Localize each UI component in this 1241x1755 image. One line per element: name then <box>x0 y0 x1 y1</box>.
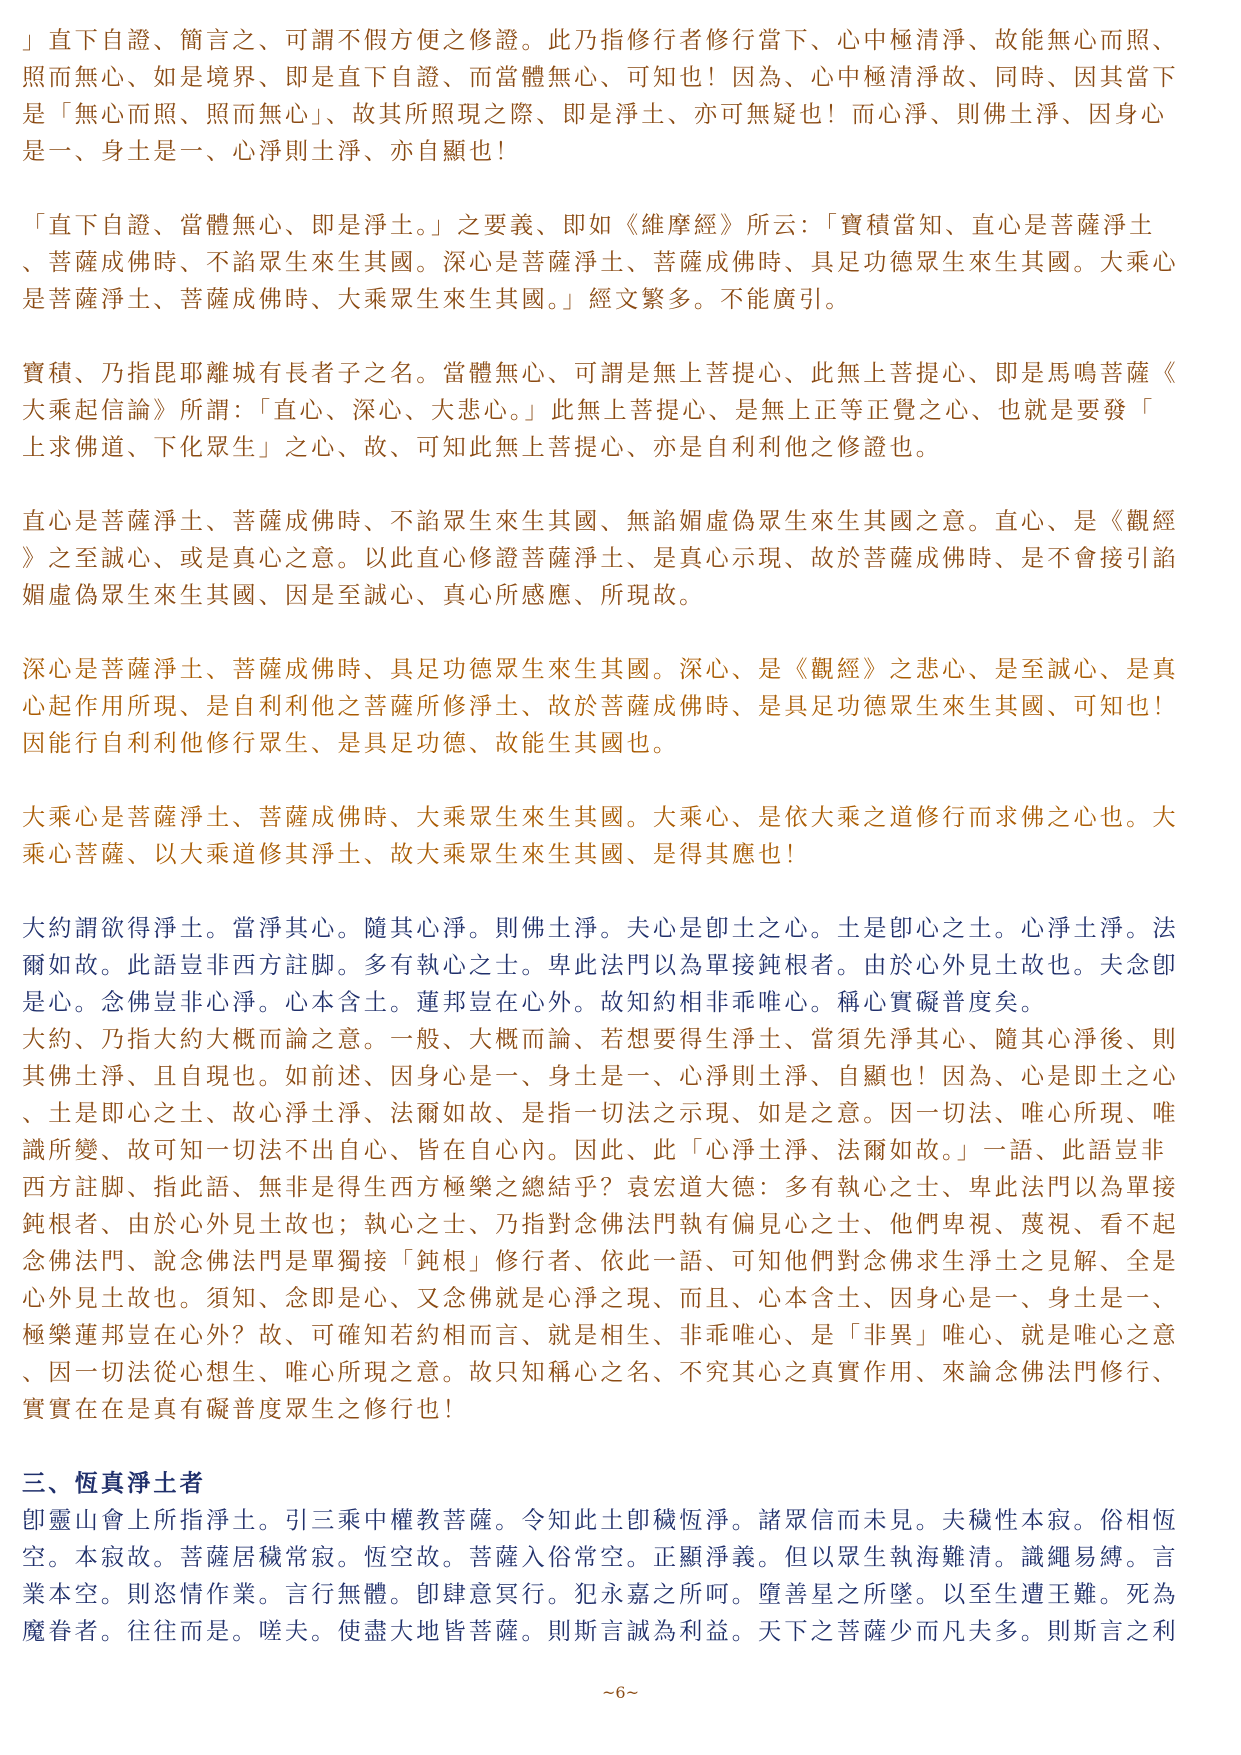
paragraph-gap <box>22 873 1222 910</box>
page-number: ~6~ <box>602 1683 639 1702</box>
text-line: 》之至誠心、或是真心之意。以此直心修證菩薩淨土、是真心示現、故於菩薩成佛時、是不會接引諂 <box>22 545 1179 572</box>
text-line: 是心。念佛豈非心淨。心本含土。蓮邦豈在心外。故知約相非乖唯心。稱心實礙普度矣。 <box>22 989 1048 1016</box>
text-line: 大約、乃指大約大概而論之意。一般、大概而論、若想要得生淨土、當須先淨其心、隨其心淨後、則 <box>22 1026 1179 1053</box>
paragraph-8 <box>22 1021 1222 1428</box>
paragraph-7-quote <box>22 910 1222 1021</box>
document-page <box>22 22 1222 1650</box>
text-line: 照而無心、如是境界、即是直下自證、而當體無心、可知也！因為、心中極清淨故、同時、因其當下 <box>22 64 1179 91</box>
paragraph-gap <box>22 466 1222 503</box>
text-line: 直心是菩薩淨土、菩薩成佛時、不諂眾生來生其國、無諂媚虛偽眾生來生其國之意。直心、是《觀經 <box>22 508 1179 535</box>
section-heading: 三、恆真淨土者 <box>22 1470 207 1497</box>
text-line: 上求佛道、下化眾生」之心、故、可知此無上菩提心、亦是自利利他之修證也。 <box>22 434 943 461</box>
paragraph-9-quote <box>22 1502 1222 1650</box>
text-line: 、菩薩成佛時、不諂眾生來生其國。深心是菩薩淨土、菩薩成佛時、具足功德眾生來生其國。大乘心 <box>22 249 1179 276</box>
text-line: 極樂蓮邦豈在心外？故、可確知若約相而言、就是相生、非乖唯心、是「非異」唯心、就是唯心之意 <box>22 1322 1179 1349</box>
text-line: 「直下自證、當體無心、即是淨土。」之要義、即如《維摩經》所云：「寶積當知、直心是菩薩淨土 <box>22 212 1156 239</box>
text-line: 、土是即心之土、故心淨土淨、法爾如故、是指一切法之示現、如是之意。因一切法、唯心所現、唯 <box>22 1100 1179 1127</box>
paragraph-gap <box>22 1428 1222 1465</box>
text-line: 是「無心而照、照而無心」、故其所照現之際、即是淨土、亦可無疑也！而心淨、則佛土淨、因身心 <box>22 101 1168 128</box>
text-line: 鈍根者、由於心外見土故也；執心之士、乃指對念佛法門執有偏見心之士、他們卑視、蔑視、看不起 <box>22 1211 1179 1238</box>
text-line: 」直下自證、簡言之、可謂不假方便之修證。此乃指修行者修行當下、心中極清淨、故能無心而照、 <box>22 27 1179 54</box>
text-line: 深心是菩薩淨土、菩薩成佛時、具足功德眾生來生其國。深心、是《觀經》之悲心、是至誠心、是真 <box>22 656 1179 683</box>
text-line: 西方註脚、指此語、無非是得生西方極樂之總結乎？袁宏道大德：多有執心之士、卑此法門以為單接 <box>22 1174 1179 1201</box>
text-line: 念佛法門、說念佛法門是單獨接「鈍根」修行者、依此一語、可知他們對念佛求生淨土之見解、全是 <box>22 1248 1179 1275</box>
text-line: 心起作用所現、是自利利他之菩薩所修淨土、故於菩薩成佛時、是具足功德眾生來生其國、可知也！ <box>22 693 1179 720</box>
paragraph-2 <box>22 207 1222 318</box>
text-line: 大乘心是菩薩淨土、菩薩成佛時、大乘眾生來生其國。大乘心、是依大乘之道修行而求佛之心也。大 <box>22 804 1179 831</box>
text-line: 其佛土淨、且自現也。如前述、因身心是一、身土是一、心淨則土淨、自顯也！因為、心是即土之心 <box>22 1063 1179 1090</box>
text-line: 卽靈山會上所指淨土。引三乘中權教菩薩。令知此土卽穢恆淨。諸眾信而未見。夫穢性本寂。俗相恆 <box>22 1507 1179 1534</box>
text-line: 、因一切法從心想生、唯心所現之意。故只知稱心之名、不究其心之真實作用、來論念佛法門修行、 <box>22 1359 1179 1386</box>
text-line: 是一、身土是一、心淨則土淨、亦自顯也！ <box>22 138 522 165</box>
text-line: 心外見土故也。須知、念即是心、又念佛就是心淨之現、而且、心本含土、因身心是一、身土是一、 <box>22 1285 1179 1312</box>
text-line: 實實在在是真有礙普度眾生之修行也！ <box>22 1396 469 1423</box>
text-line: 爾如故。此語豈非西方註脚。多有執心之士。卑此法門以為單接鈍根者。由於心外見土故也。夫念卽 <box>22 952 1179 979</box>
text-line: 識所變、故可知一切法不出自心、皆在自心內。因此、此「心淨土淨、法爾如故。」一語、此語豈非 <box>22 1137 1168 1164</box>
paragraph-gap <box>22 170 1222 207</box>
text-line: 業本空。則恣情作業。言行無體。卽肆意冥行。犯永嘉之所呵。墮善星之所墜。以至生遭王難。死為 <box>22 1581 1179 1608</box>
paragraph-gap <box>22 762 1222 799</box>
paragraph-1 <box>22 22 1222 170</box>
paragraph-3 <box>22 355 1222 466</box>
text-line: 魔眷者。往往而是。嗟夫。使盡大地皆菩薩。則斯言誠為利益。天下之菩薩少而凡夫多。則斯言之利 <box>22 1618 1179 1645</box>
paragraph-gap <box>22 318 1222 355</box>
text-line: 大約謂欲得淨土。當淨其心。隨其心淨。則佛土淨。夫心是卽土之心。土是卽心之土。心淨土淨。法 <box>22 915 1179 942</box>
text-line: 空。本寂故。菩薩居穢常寂。恆空故。菩薩入俗常空。正顯淨義。但以眾生執海難清。識繩易縛。言 <box>22 1544 1179 1571</box>
text-line: 寶積、乃指毘耶離城有長者子之名。當體無心、可謂是無上菩提心、此無上菩提心、即是馬鳴菩薩《 <box>22 360 1179 387</box>
paragraph-gap <box>22 614 1222 651</box>
text-line: 因能行自利利他修行眾生、是具足功德、故能生其國也。 <box>22 730 680 757</box>
paragraph-6 <box>22 799 1222 873</box>
paragraph-4 <box>22 503 1222 614</box>
text-line: 是菩薩淨土、菩薩成佛時、大乘眾生來生其國。」經文繁多。不能廣引。 <box>22 286 852 313</box>
paragraph-5 <box>22 651 1222 762</box>
text-line: 乘心菩薩、以大乘道修其淨土、故大乘眾生來生其國、是得其應也！ <box>22 841 811 868</box>
text-line: 大乘起信論》所謂：「直心、深心、大悲心。」此無上菩提心、是無上正等正覺之心、也就是要發「 <box>22 397 1156 424</box>
text-line: 媚虛偽眾生來生其國、因是至誠心、真心所感應、所現故。 <box>22 582 706 609</box>
